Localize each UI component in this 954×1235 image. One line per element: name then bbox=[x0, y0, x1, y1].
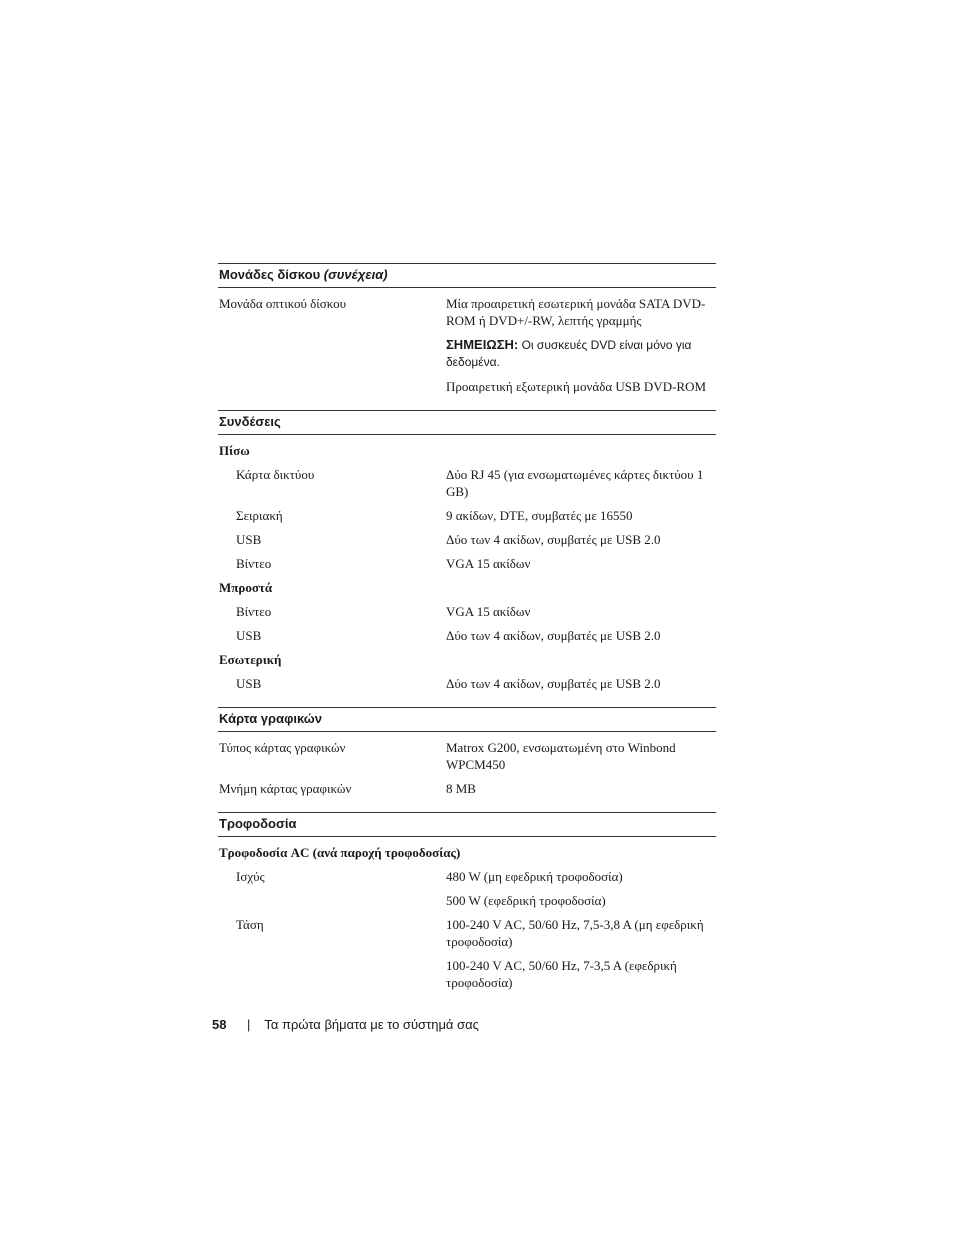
spec-label: Μνήμη κάρτας γραφικών bbox=[219, 781, 352, 796]
spec-value: Δύο RJ 45 (για ενσωματωμένες κάρτες δικτύου 1 GB) bbox=[446, 467, 704, 499]
subhead-front: Μπροστά bbox=[219, 580, 273, 595]
note-label: ΣΗΜΕΙΩΣΗ: bbox=[446, 337, 519, 352]
section-drives-continued: (συνέχεια) bbox=[323, 267, 388, 282]
section-drives-header bbox=[218, 263, 716, 288]
spec-value: Δύο των 4 ακίδων, συμβατές με USB 2.0 bbox=[446, 628, 661, 643]
spec-row-voltage bbox=[218, 909, 716, 991]
spec-row bbox=[218, 524, 716, 548]
spec-value: VGA 15 ακίδων bbox=[446, 604, 531, 619]
footer-separator: | bbox=[247, 1017, 251, 1032]
spec-row bbox=[218, 459, 716, 500]
spec-label: Τάση bbox=[236, 917, 264, 932]
section-power-header: Τροφοδοσία bbox=[218, 812, 716, 837]
section-drives-title: Μονάδες δίσκου bbox=[219, 267, 321, 282]
spec-row bbox=[218, 668, 716, 692]
spec-label: Κάρτα δικτύου bbox=[236, 467, 315, 482]
subhead-back: Πίσω bbox=[219, 443, 250, 458]
spec-label: USB bbox=[236, 532, 262, 547]
spec-row bbox=[218, 620, 716, 644]
spec-value: Δύο των 4 ακίδων, συμβατές με USB 2.0 bbox=[446, 532, 661, 547]
spec-label: Ισχύς bbox=[236, 869, 265, 884]
voltage-value: 100-240 V AC, 50/60 Hz, 7,5-3,8 A (μη εφεδρική τροφοδοσία) bbox=[446, 917, 704, 949]
spec-row bbox=[218, 596, 716, 620]
spec-value: 8 MB bbox=[446, 781, 476, 796]
section-video-header: Κάρτα γραφικών bbox=[218, 707, 716, 732]
section-connectors-header: Συνδέσεις bbox=[218, 410, 716, 435]
spec-value bbox=[446, 868, 716, 909]
spec-row bbox=[218, 732, 716, 773]
spec-value: Matrox G200, ενσωματωμένη στο Winbond WPCM450 bbox=[446, 740, 676, 772]
voltage-value: 100-240 V AC, 50/60 Hz, 7-3,5 A (εφεδρική τροφοδοσία) bbox=[446, 958, 677, 990]
optical-drive-internal: Μία προαιρετική εσωτερική μονάδα SATA DVD-ROM ή DVD+/-RW, λεπτής γραμμής bbox=[446, 296, 706, 328]
spec-label: Μονάδα οπτικού δίσκου bbox=[219, 296, 347, 311]
spec-label: USB bbox=[236, 676, 262, 691]
optical-drive-external: Προαιρετική εξωτερική μονάδα USB DVD-ROM bbox=[446, 379, 707, 394]
spec-value: Δύο των 4 ακίδων, συμβατές με USB 2.0 bbox=[446, 676, 661, 691]
spec-value: 9 ακίδων, DTE, συμβατές με 16550 bbox=[446, 508, 633, 523]
spec-row-optical-drive bbox=[218, 288, 716, 395]
subhead-internal: Εσωτερική bbox=[219, 652, 282, 667]
note-text: Οι συσκευές DVD είναι μόνο για δεδομένα. bbox=[446, 338, 692, 369]
spec-row bbox=[218, 500, 716, 524]
wattage-value: 500 W (εφεδρική τροφοδοσία) bbox=[446, 893, 606, 908]
wattage-value: 480 W (μη εφεδρική τροφοδοσία) bbox=[446, 869, 623, 884]
spec-row bbox=[218, 548, 716, 572]
page-footer bbox=[212, 1017, 479, 1032]
spec-label: USB bbox=[236, 628, 262, 643]
spec-label: Τύπος κάρτας γραφικών bbox=[219, 740, 346, 755]
chapter-title: Τα πρώτα βήματα με το σύστημά σας bbox=[264, 1017, 479, 1032]
spec-row-wattage bbox=[218, 861, 716, 909]
page-number: 58 bbox=[212, 1017, 227, 1032]
note bbox=[446, 336, 716, 371]
spec-label: Βίντεο bbox=[236, 556, 272, 571]
spec-label: Σειριακή bbox=[236, 508, 283, 523]
subhead-ac-power: Τροφοδοσία AC (ανά παροχή τροφοδοσίας) bbox=[219, 845, 461, 860]
spec-row bbox=[218, 773, 716, 797]
spec-value: VGA 15 ακίδων bbox=[446, 556, 531, 571]
spec-table bbox=[218, 263, 716, 991]
spec-value bbox=[446, 295, 716, 395]
spec-label: Βίντεο bbox=[236, 604, 272, 619]
spec-value bbox=[446, 916, 716, 991]
